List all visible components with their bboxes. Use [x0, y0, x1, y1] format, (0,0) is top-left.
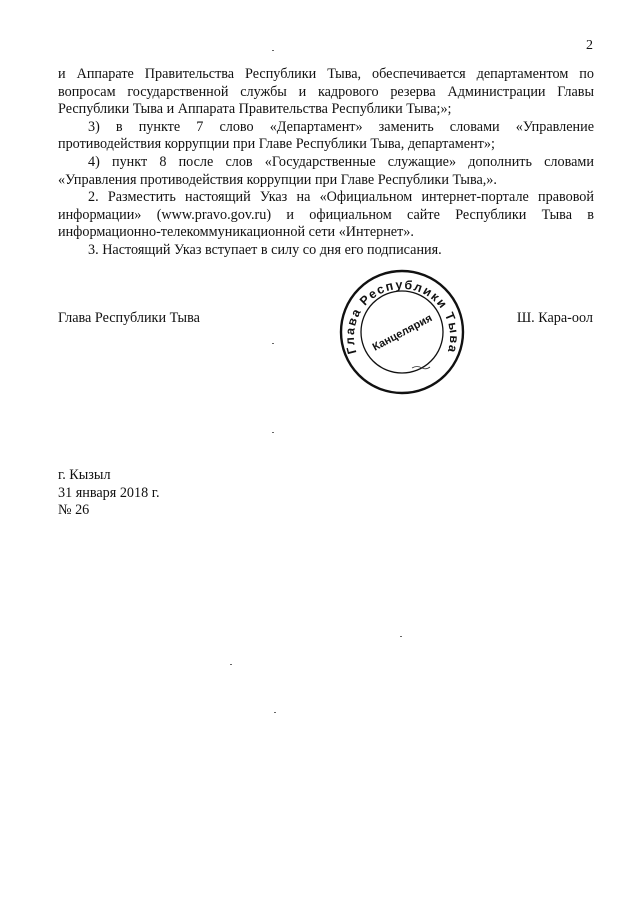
office-stamp [338, 268, 466, 396]
scan-speck [400, 636, 402, 637]
scan-speck [274, 712, 276, 713]
city-line: г. Кызыл [58, 467, 111, 483]
scan-speck [272, 343, 274, 344]
paragraph-clause-3: 3. Настоящий Указ вступает в силу со дня его подписания. [88, 241, 442, 258]
signatory-position: Глава Республики Тыва [58, 310, 200, 326]
paragraph-item-3: 3) в пункте 7 слово «Департамент» заменить словами «Управление противодействия коррупции при Главе Республики Тыва, департамент»; [58, 118, 594, 153]
stamp-center-text: Канцелярия [370, 312, 435, 354]
scan-speck [230, 664, 232, 665]
paragraph-clause-2: 2. Разместить настоящий Указ на «Официальном интернет-портале правовой информации» (www.pravo.gov.ru) и официальном сайте Республики Тыва в информационно-телекоммуникационной сети «Интернет». [58, 189, 594, 241]
stamp-ring-text: Глава Республики Тыва [342, 277, 462, 356]
decree-number: № 26 [58, 502, 90, 519]
scan-speck [272, 432, 274, 433]
signatory-name: Ш. Кара-оол [516, 310, 593, 326]
place-date-number [58, 467, 160, 520]
svg-text:Глава Республики Тыва [343, 278, 461, 356]
date-line: 31 января 2018 г. [58, 484, 160, 501]
paragraph-item-4: 4) пункт 8 после слов «Государственные служащие» дополнить словами «Управления противодействия коррупции при Главе Республики Тыва,». [58, 153, 594, 188]
document-body [58, 66, 594, 260]
paragraph-continuation: и Аппарате Правительства Республики Тыва, обеспечивается департаментом по вопросам государственной службы и кадрового резерва Администрации Главы Республики Тыва и Аппарата Правительства Республики Тыва;»; [58, 66, 594, 118]
scan-speck [272, 50, 274, 51]
page-number: 2 [586, 38, 593, 53]
